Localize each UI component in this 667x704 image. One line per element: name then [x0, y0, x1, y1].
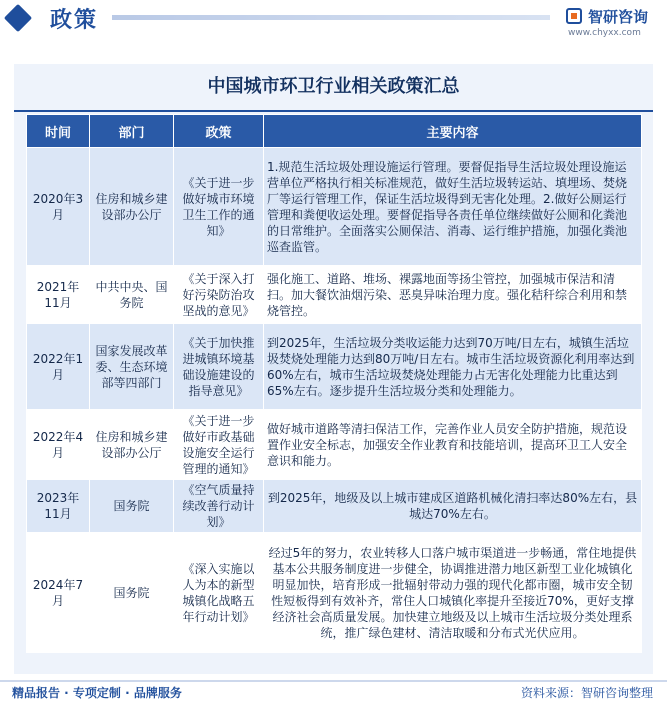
- cell-policy: 《关于加快推进城镇环境基础设施建设的指导意见》: [174, 324, 264, 410]
- page-footer: [0, 680, 667, 704]
- table-row: [27, 266, 642, 324]
- cell-policy: 《深入实施以人为本的新型城镇化战略五年行动计划》: [174, 533, 264, 653]
- cell-time: 2024年7月: [27, 533, 90, 653]
- cell-dept: 国务院: [90, 480, 174, 533]
- brand-name: 智研咨询: [588, 8, 649, 26]
- cell-dept: 国务院: [90, 533, 174, 653]
- table-row: [27, 324, 642, 410]
- cell-dept: 住房和城乡建设部办公厅: [90, 148, 174, 266]
- cell-dept: 中共中央、国务院: [90, 266, 174, 324]
- diamond-icon: [4, 4, 32, 32]
- brand-logo-icon: [566, 8, 582, 24]
- cell-policy: 《关于进一步做好城市环境卫生工作的通知》: [174, 148, 264, 266]
- cell-policy: 《关于进一步做好市政基础设施安全运行管理的通知》: [174, 410, 264, 480]
- brand-block: [566, 6, 666, 42]
- cell-time: 2020年3月: [27, 148, 90, 266]
- brand-url: www.chyxx.com: [568, 28, 641, 38]
- cell-content: 到2025年，生活垃圾分类收运能力达到70万吨/日左右，城镇生活垃圾焚烧处理能力达到80万吨/日左右。城市生活垃圾资源化利用率达到60%左右，城市生活垃圾焚烧处理能力占无害化处理能力比重达到65%左右。逐步提升生活垃圾分类和处理能力。: [264, 324, 642, 410]
- table-row: [27, 148, 642, 266]
- column-header-content: 主要内容: [264, 115, 642, 148]
- cell-time: 2022年1月: [27, 324, 90, 410]
- cell-content: 1.规范生活垃圾处理设施运行管理。要督促指导生活垃圾处理设施运营单位严格执行相关标准规范，做好生活垃圾转运站、填埋场、焚烧厂等运行管理工作，保证生活垃圾得到无害化处理。2.做好公厕运行管理和粪便收运处理。要督促指导各责任单位继续做好公厕和化粪池的日常维护。全面落实公厕保洁、消毒、运行维护措施，加强化粪池巡查监管。: [264, 148, 642, 266]
- cell-time: 2023年11月: [27, 480, 90, 533]
- footer-divider: [0, 680, 667, 682]
- header-divider: [112, 15, 550, 20]
- page-title: 政策: [50, 8, 99, 33]
- column-header-policy: 政策: [174, 115, 264, 148]
- policy-panel: [14, 64, 653, 674]
- page-header: [0, 0, 667, 44]
- table-header-row: [27, 115, 642, 148]
- table-row: [27, 533, 642, 653]
- cell-dept: 国家发展改革委、生态环境部等四部门: [90, 324, 174, 410]
- cell-time: 2021年11月: [27, 266, 90, 324]
- cell-time: 2022年4月: [27, 410, 90, 480]
- footer-services: 精品报告 · 专项定制 · 品牌服务: [12, 686, 182, 700]
- table-row: [27, 410, 642, 480]
- table-row: [27, 480, 642, 533]
- cell-policy: 《空气质量持续改善行动计划》: [174, 480, 264, 533]
- cell-dept: 住房和城乡建设部办公厅: [90, 410, 174, 480]
- policy-table: [26, 114, 642, 653]
- footer-source: 资料来源：智研咨询整理: [520, 686, 653, 700]
- cell-content: 到2025年，地级及以上城市建成区道路机械化清扫率达80%左右，县城达70%左右。: [264, 480, 642, 533]
- cell-content: 强化施工、道路、堆场、裸露地面等扬尘管控，加强城市保洁和清扫。加大餐饮油烟污染、恶臭异味治理力度。强化秸秆综合利用和禁烧管控。: [264, 266, 642, 324]
- column-header-dept: 部门: [90, 115, 174, 148]
- cell-content: 做好城市道路等清扫保洁工作，完善作业人员安全防护措施，规范设置作业安全标志，加强安全作业教育和技能培训，提高环卫工人安全意识和能力。: [264, 410, 642, 480]
- table-title: 中国城市环卫行业相关政策汇总: [14, 64, 653, 112]
- column-header-time: 时间: [27, 115, 90, 148]
- cell-policy: 《关于深入打好污染防治攻坚战的意见》: [174, 266, 264, 324]
- cell-content: 经过5年的努力，农业转移人口落户城市渠道进一步畅通，常住地提供基本公共服务制度进一步健全，协调推进潜力地区新型工业化城镇化明显加快，培育形成一批辐射带动力强的现代化都市圈，城市安全韧性短板得到有效补齐，常住人口城镇化率提升至接近70%，更好支撑经济社会高质量发展。加快建立地级及以上城市生活垃圾分类处理系统，推广绿色建材、清洁取暖和分布式光伏应用。: [264, 533, 642, 653]
